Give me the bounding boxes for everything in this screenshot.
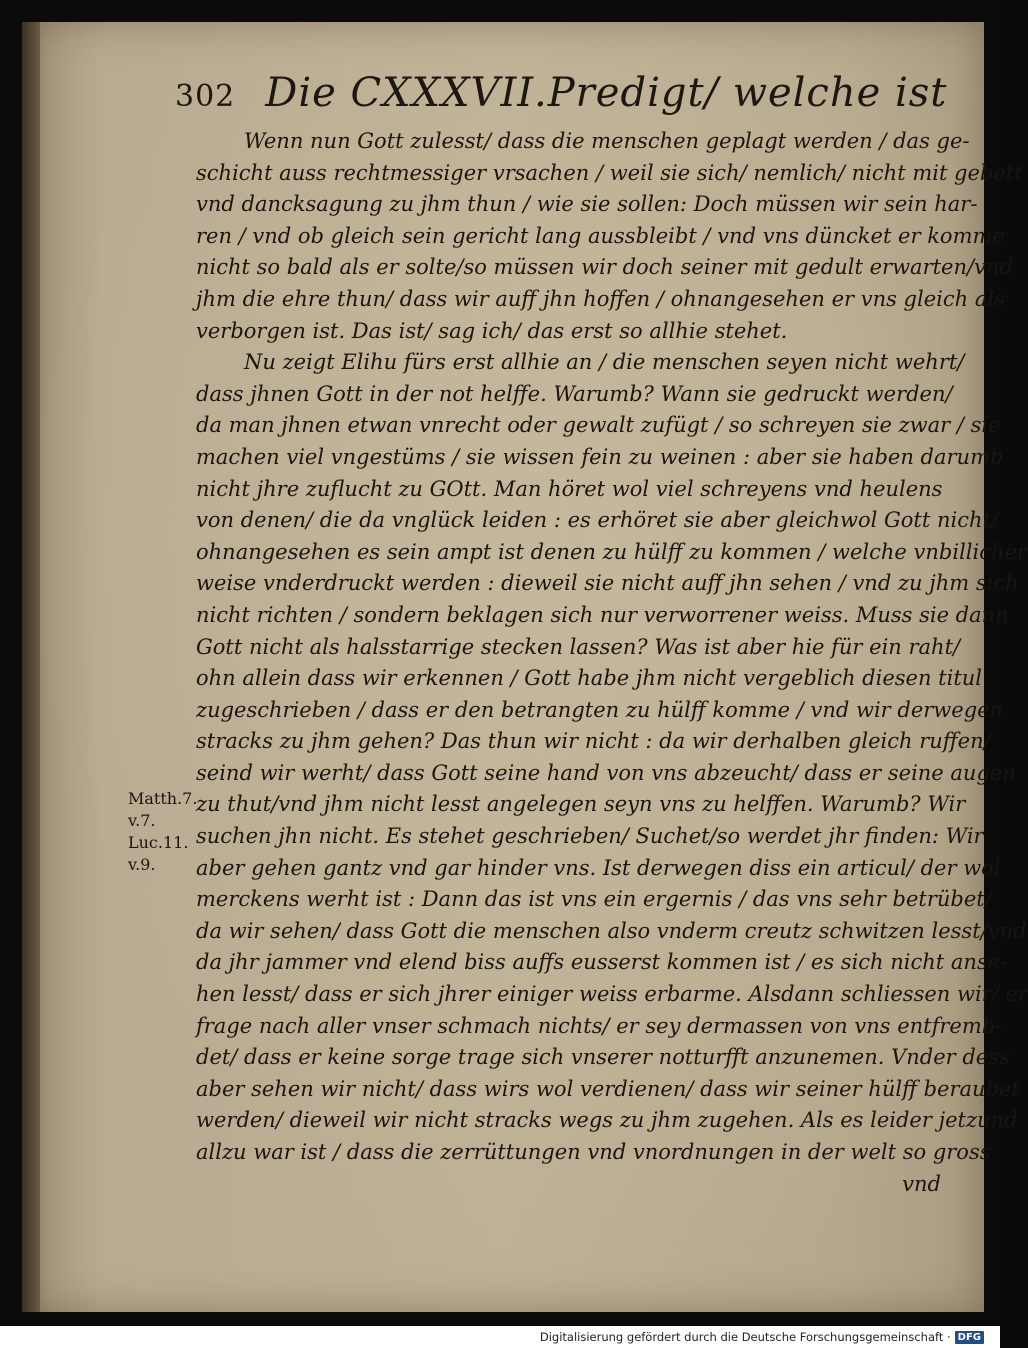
margin-note-line: v.9. [128, 855, 156, 874]
page-number: 302 [175, 79, 236, 114]
text-line: da man jhnen etwan vnrecht oder gewalt zufügt / so schreyen sie zwar / sie [196, 413, 1001, 438]
text-line: frage nach aller vnser schmach nichts/ er sey dermassen von vns entfremb- [196, 1013, 1003, 1038]
margin-note-line: v.7. [128, 811, 156, 830]
text-line: Nu zeigt Elihu fürs erst allhie an / die menschen seyen nicht wehrt/ [244, 350, 965, 375]
dfg-logo: DFG [955, 1331, 984, 1344]
marginal-reference [128, 788, 208, 876]
text-line: det/ dass er keine sorge trage sich vnserer notturfft anzunemen. Vnder dess [196, 1045, 1010, 1070]
text-line: da wir sehen/ dass Gott die menschen also vnderm creutz schwitzen lesst/vnd [196, 918, 1027, 943]
text-line: ohnangesehen es sein ampt ist denen zu hülff zu kommen / welche vnbillicher [196, 539, 1027, 564]
text-line: Wenn nun Gott zulesst/ dass die menschen geplagt werden / das ge- [244, 129, 970, 153]
text-line: schicht auss rechtmessiger vrsachen / weil sie sich/ nemlich/ nicht mit gebett [196, 160, 1023, 185]
text-line: hen lesst/ dass er sich jhrer einiger weiss erbarme. Alsdann schliessen wir/ er [196, 982, 1028, 1007]
text-line: da jhr jammer vnd elend biss auffs eusserst kommen ist / es sich nicht anse- [196, 950, 1008, 975]
text-line: zugeschrieben / dass er den betrangten zu hülff komme / vnd wir derwegen [196, 697, 1004, 722]
text-line: nicht so bald als er solte/so müssen wir doch seiner mit gedult erwarten/vnd [196, 255, 1013, 280]
text-line: aber gehen gantz vnd gar hinder vns. Ist derwegen diss ein articul/ der wol [196, 855, 1001, 880]
text-line: merckens werht ist : Dann das ist vns ein ergernis / das vns sehr betrübet/ [196, 887, 992, 912]
text-line: vnd dancksagung zu jhm thun / wie sie sollen: Doch müssen wir sein har- [196, 192, 978, 217]
text-line: ohn allein dass wir erkennen / Gott habe jhm nicht vergeblich diesen titul [196, 666, 983, 691]
text-line: ren / vnd ob gleich sein gericht lang aussbleibt / vnd vns düncket er komme [196, 223, 1005, 248]
footer-credit: Digitalisierung gefördert durch die Deutsche Forschungsgemeinschaft · [539, 1330, 951, 1344]
text-line: weise vnderdruckt werden : dieweil sie nicht auff jhn sehen / vnd zu jhm sich [196, 571, 1019, 596]
text-line: stracks zu jhm gehen? Das thun wir nicht : da wir derhalben gleich ruffen/ [196, 729, 991, 754]
page-gutter [22, 22, 40, 1312]
text-line: nicht jhre zuflucht zu GOtt. Man höret wol viel schreyens vnd heulens [196, 476, 943, 501]
digitization-footer [0, 1326, 1000, 1348]
margin-note-line: Luc.11. [128, 833, 189, 852]
page-header [175, 70, 947, 128]
text-line: allzu war ist / dass die zerrüttungen vnd vnordnungen in der welt so gross [196, 1140, 991, 1164]
text-line: zu thut/vnd jhm nicht lesst angelegen seyn vns zu helffen. Warumb? Wir [196, 792, 966, 817]
text-line: vnd [902, 1171, 941, 1196]
sermon-text-block [196, 126, 1028, 1200]
text-line: dass jhnen Gott in der not helffe. Warumb? Wann sie gedruckt werden/ [196, 381, 953, 406]
text-line: machen viel vngestüms / sie wissen fein zu weinen : aber sie haben darumb [196, 444, 1004, 469]
text-line: nicht richten / sondern beklagen sich nur verworrener weiss. Muss sie dann [196, 602, 1009, 627]
text-line: verborgen ist. Das ist/ sag ich/ das erst so allhie stehet. [196, 318, 788, 343]
margin-note-line: Matth.7. [128, 789, 198, 808]
text-line: Gott nicht als halsstarrige stecken lassen? Was ist aber hie für ein raht/ [196, 634, 961, 659]
text-line: suchen jhn nicht. Es stehet geschrieben/ Suchet/so werdet jhr finden: Wir [196, 824, 984, 849]
text-line: seind wir werht/ dass Gott seine hand von vns abzeucht/ dass er seine augen [196, 760, 1016, 785]
running-title: Die CXXXVII.Predigt/ welche ist [265, 70, 948, 116]
text-line: von denen/ die da vnglück leiden : es erhöret sie aber gleichwol Gott nicht/ [196, 508, 999, 533]
text-line: werden/ dieweil wir nicht stracks wegs zu jhm zugehen. Als es leider jetzund [196, 1108, 1018, 1133]
text-line: aber sehen wir nicht/ dass wirs wol verdienen/ dass wir seiner hülff beraubet [196, 1076, 1020, 1101]
text-line: jhm die ehre thun/ dass wir auff jhn hoffen / ohnangesehen er vns gleich als [196, 286, 1005, 311]
